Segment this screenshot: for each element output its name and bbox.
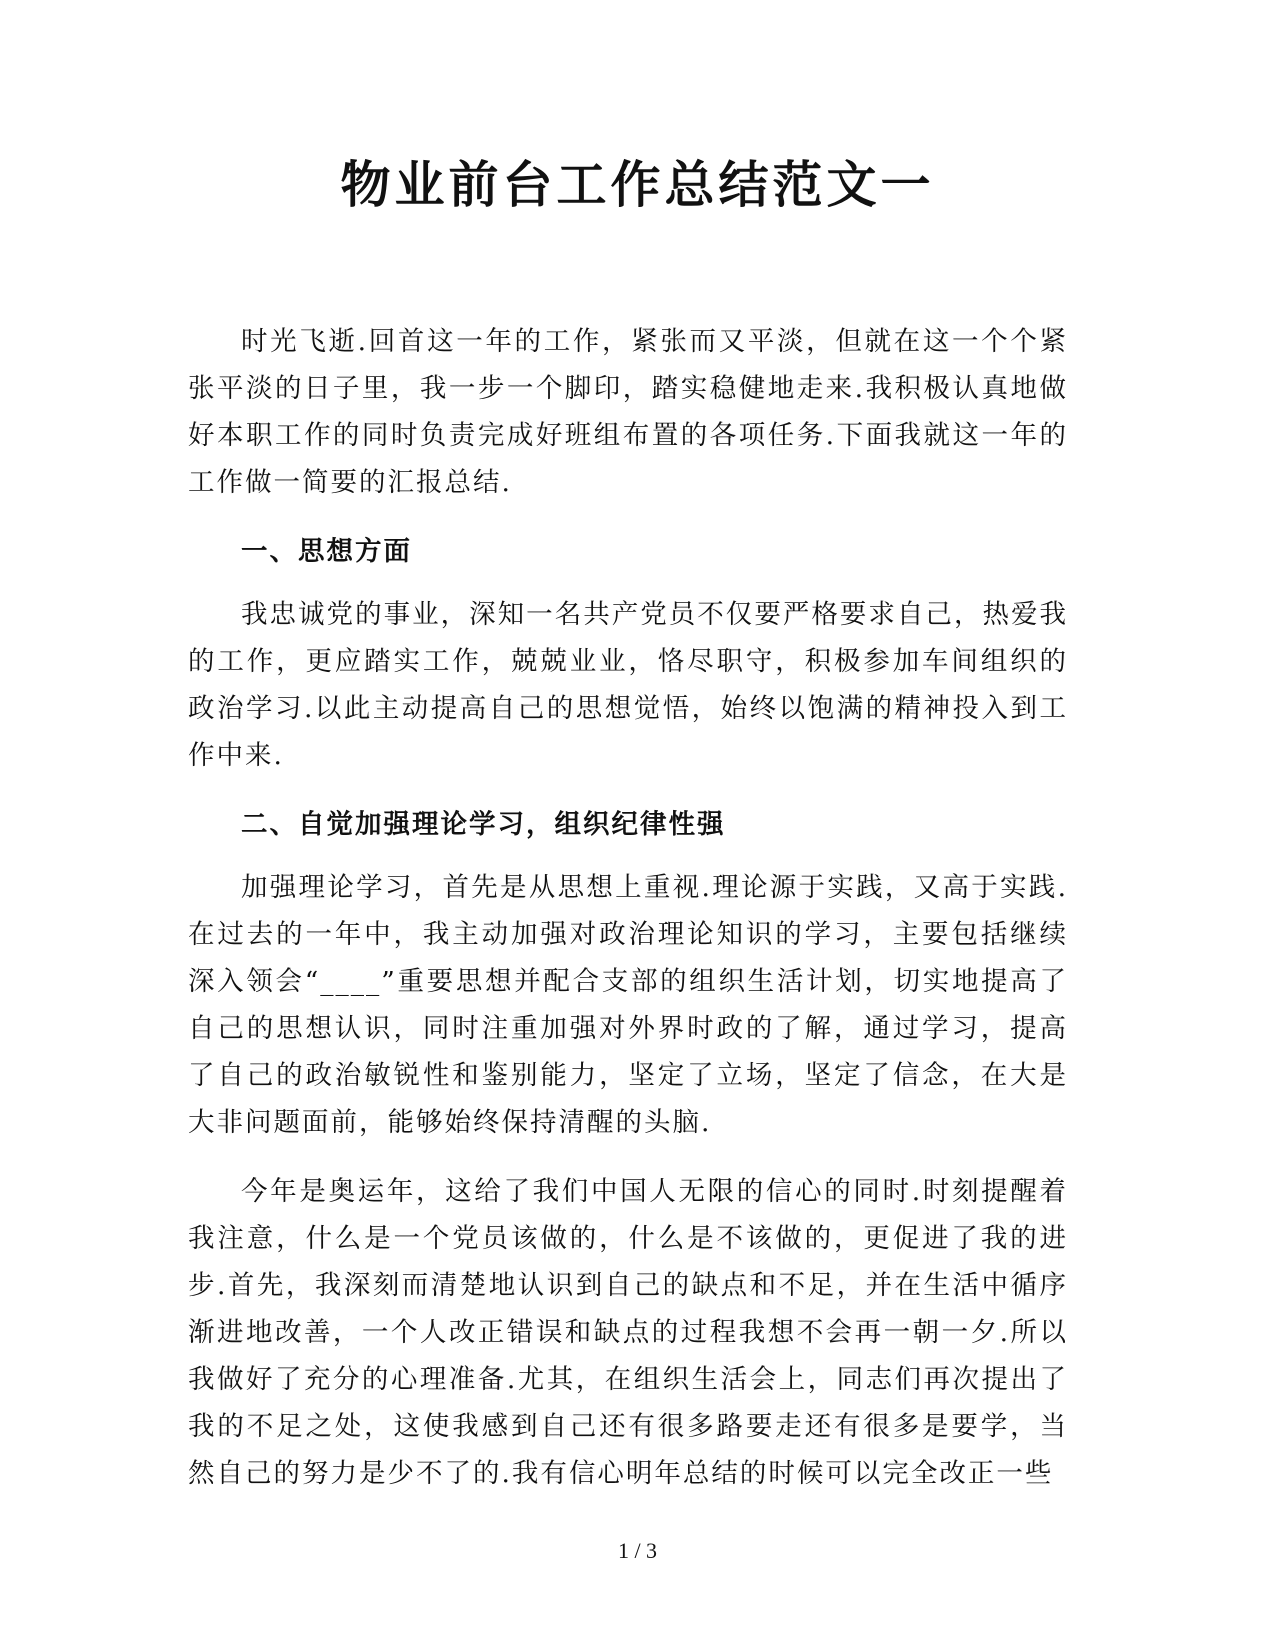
document-title: 物业前台工作总结范文一 <box>340 155 935 214</box>
intro-paragraph: 时光飞逝.回首这一年的工作，紧张而又平淡，但就在这一个个紧张平淡的日子里，我一步一个脚印，踏实稳健地走来.我积极认真地做好本职工作的同时负责完成好班组布置的各项任务.下面我就这一年的工作做一简要的汇报总结. <box>188 326 1068 498</box>
document-body <box>188 318 1068 1519</box>
page-number: 1 / 3 <box>617 1538 658 1563</box>
section-heading-theory-study: 二、自觉加强理论学习，组织纪律性强 <box>241 809 726 840</box>
section-paragraph-theory-study-2: 今年是奥运年，这给了我们中国人无限的信心的同时.时刻提醒着我注意，什么是一个党员该做的，什么是不该做的，更促进了我的进步.首先，我深刻而清楚地认识到自己的缺点和不足，并在生活中循序渐进地改善，一个人改正错误和缺点的过程我想不会再一朝一夕.所以我做好了充分的心理准备.尤其，在组织生活会上，同志们再次提出了我的不足之处，这使我感到自己还有很多路要走还有很多是要学，当然自己的努力是少不了的.我有信心明年总结的时候可以完全改正一些 <box>188 1176 1068 1489</box>
section-paragraph-thought: 我忠诚党的事业，深知一名共产党员不仅要严格要求自己，热爱我的工作，更应踏实工作，兢兢业业，恪尽职守，积极参加车间组织的政治学习.以此主动提高自己的思想觉悟，始终以饱满的精神投入到工作中来. <box>188 599 1068 771</box>
section-heading-thought: 一、思想方面 <box>241 536 412 567</box>
section-paragraph-theory-study-1: 加强理论学习，首先是从思想上重视.理论源于实践，又高于实践.在过去的一年中，我主动加强对政治理论知识的学习，主要包括继续深入领会“____”重要思想并配合支部的组织生活计划，切实地提高了自己的思想认识，同时注重加强对外界时政的了解，通过学习，提高了自己的政治敏锐性和鉴别能力，坚定了立场，坚定了信念，在大是大非问题面前，能够始终保持清醒的头脑. <box>188 872 1068 1138</box>
